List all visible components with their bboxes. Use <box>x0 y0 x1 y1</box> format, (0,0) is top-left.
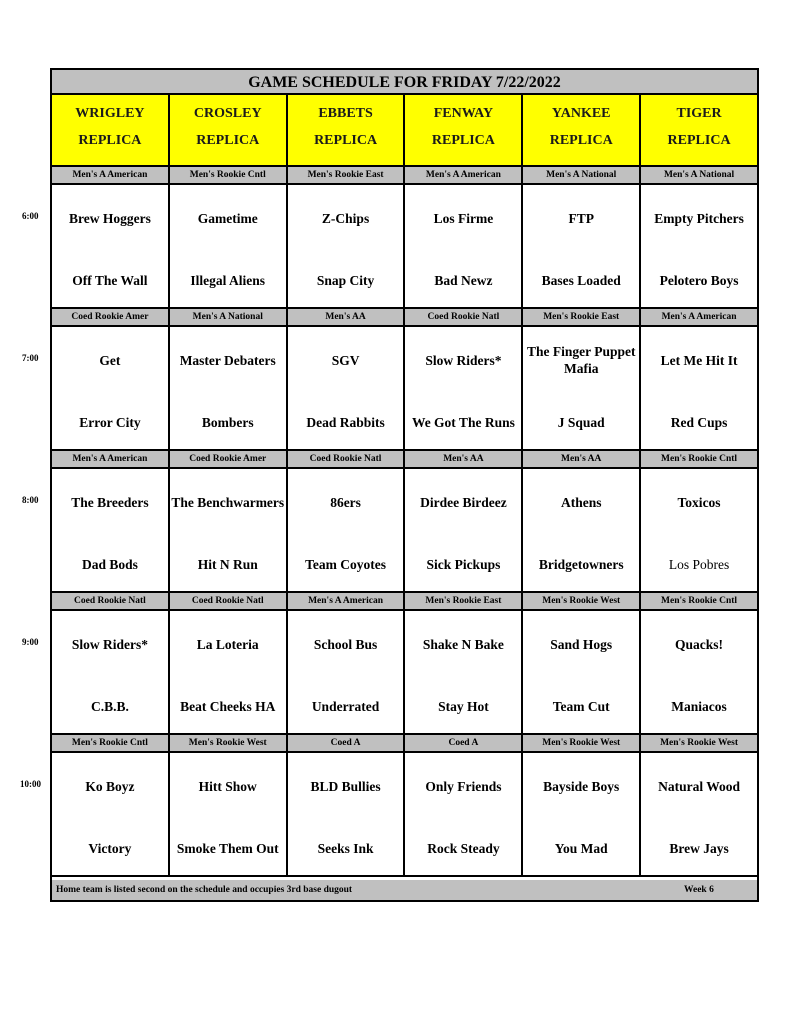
schedule-sheet <box>50 68 759 902</box>
time-slot-block <box>52 593 757 735</box>
division-label: Men's AA <box>288 309 406 325</box>
game-cell <box>641 469 757 591</box>
division-label: Men's A National <box>170 309 288 325</box>
home-team: Victory <box>88 840 132 856</box>
game-cell <box>405 469 523 591</box>
home-team: Error City <box>79 414 141 430</box>
field-name: TIGER <box>676 106 722 121</box>
home-team: Team Cut <box>552 698 610 714</box>
away-team: La Loteria <box>196 636 259 652</box>
division-label: Men's A National <box>663 170 735 180</box>
away-team: SGV <box>331 352 360 368</box>
game-cell <box>170 185 288 307</box>
home-team: C.B.B. <box>90 698 129 714</box>
away-team: Gametime <box>197 210 258 226</box>
games-row <box>52 469 757 593</box>
away-team: Get <box>99 352 121 368</box>
home-team: Maniacos <box>671 698 727 714</box>
division-label: Men's Rookie East <box>288 167 406 183</box>
field-name: EBBETS <box>318 106 373 121</box>
game-cell <box>52 327 170 449</box>
home-team: Bridgetowners <box>538 556 624 572</box>
time-label: 8:00 <box>22 495 39 505</box>
away-team: BLD Bullies <box>310 778 381 794</box>
time-slot-block <box>52 167 757 309</box>
away-team: Toxicos <box>677 494 721 510</box>
division-label: Men's A American <box>52 167 170 183</box>
game-cell <box>170 469 288 591</box>
field-subtitle: REPLICA <box>314 133 378 148</box>
away-team: Hitt Show <box>198 778 257 794</box>
field-name: FENWAY <box>433 106 494 121</box>
home-team-note: Home team is listed second on the schedule and occupies 3rd base dugout <box>56 885 353 895</box>
away-team: Empty Pitchers <box>654 210 744 226</box>
division-label: Coed A <box>405 735 523 751</box>
away-team: Dirdee Birdeez <box>420 494 507 510</box>
game-cell <box>288 185 406 307</box>
division-label: Men's Rookie West <box>523 735 641 751</box>
away-team: Sand Hogs <box>550 636 613 652</box>
week-label: Week 6 <box>684 885 714 895</box>
division-label: Men's Rookie East <box>523 309 641 325</box>
field-header-row <box>52 95 757 167</box>
division-row <box>52 309 757 327</box>
game-cell <box>523 611 641 733</box>
away-team: Athens <box>560 494 602 510</box>
home-team: You Mad <box>554 840 608 856</box>
game-cell <box>523 753 641 875</box>
away-team: Shake N Bake <box>422 636 504 652</box>
home-team: Stay Hot <box>438 698 489 714</box>
division-label: Men's A American <box>661 312 737 322</box>
time-label: 7:00 <box>22 353 39 363</box>
field-subtitle: REPLICA <box>196 133 260 148</box>
home-team: Smoke Them Out <box>176 840 279 856</box>
away-team: Brew Hoggers <box>68 210 151 226</box>
field-subtitle: REPLICA <box>549 133 613 148</box>
division-label: Men's Rookie West <box>660 738 739 748</box>
field-subtitle: REPLICA <box>667 133 731 148</box>
division-label: Men's A American <box>288 593 406 609</box>
game-cell <box>170 327 288 449</box>
field-header <box>170 95 288 165</box>
home-team: Illegal Aliens <box>190 272 266 288</box>
game-cell <box>288 469 406 591</box>
time-label: 10:00 <box>20 779 41 789</box>
division-label: Men's Rookie West <box>523 593 641 609</box>
away-team: Slow Riders* <box>71 636 148 652</box>
home-team: Off The Wall <box>72 272 148 288</box>
away-team: 86ers <box>330 494 361 510</box>
division-label: Men's AA <box>405 451 523 467</box>
division-label: Coed Rookie Amer <box>170 451 288 467</box>
division-label: Coed A <box>288 735 406 751</box>
away-team: Natural Wood <box>658 778 740 794</box>
time-slot-block <box>52 309 757 451</box>
game-cell <box>523 185 641 307</box>
away-team: FTP <box>568 210 594 226</box>
away-team: Quacks! <box>675 636 724 652</box>
game-cell <box>288 611 406 733</box>
game-cell <box>52 753 170 875</box>
division-label: Men's A American <box>52 451 170 467</box>
time-label: 6:00 <box>22 211 39 221</box>
game-cell <box>641 185 757 307</box>
field-header <box>52 95 170 165</box>
game-cell <box>52 611 170 733</box>
division-label: Coed Rookie Natl <box>288 451 406 467</box>
away-team: The Finger Puppet Mafia <box>526 344 636 376</box>
division-label: Men's Rookie West <box>170 735 288 751</box>
game-cell <box>641 753 757 875</box>
game-cell <box>288 327 406 449</box>
games-row <box>52 611 757 735</box>
away-team: School Bus <box>313 636 378 652</box>
division-label: Men's AA <box>523 451 641 467</box>
division-label: Coed Rookie Natl <box>52 593 170 609</box>
field-name: YANKEE <box>551 106 611 121</box>
division-row <box>52 593 757 611</box>
time-slot-block <box>52 735 757 877</box>
schedule-title: GAME SCHEDULE FOR FRIDAY 7/22/2022 <box>52 70 757 95</box>
home-team: Los Pobres <box>668 556 730 572</box>
game-cell <box>523 327 641 449</box>
away-team: The Benchwarmers <box>171 494 285 510</box>
division-label: Coed Rookie Amer <box>52 309 170 325</box>
home-team: Underrated <box>311 698 380 714</box>
division-label: Men's Rookie Cntl <box>661 454 738 464</box>
game-cell <box>52 469 170 591</box>
time-label: 9:00 <box>22 637 39 647</box>
away-team: Slow Riders* <box>425 352 502 368</box>
home-team: Bad Newz <box>434 272 493 288</box>
division-label: Men's Rookie Cntl <box>52 735 170 751</box>
division-label: Men's Rookie Cntl <box>661 596 738 606</box>
game-cell <box>641 327 757 449</box>
field-subtitle: REPLICA <box>78 133 142 148</box>
game-cell <box>405 753 523 875</box>
game-cell <box>641 611 757 733</box>
division-row <box>52 451 757 469</box>
game-cell <box>170 753 288 875</box>
games-row <box>52 327 757 451</box>
away-team: Only Friends <box>425 778 502 794</box>
game-cell <box>523 469 641 591</box>
field-header <box>288 95 406 165</box>
division-label: Men's A American <box>405 167 523 183</box>
home-team: We Got The Runs <box>411 414 515 430</box>
field-header <box>405 95 523 165</box>
field-name: WRIGLEY <box>75 106 145 121</box>
away-team: Master Debaters <box>179 352 276 368</box>
home-team: Red Cups <box>670 414 728 430</box>
division-label: Men's Rookie Cntl <box>170 167 288 183</box>
home-team: Brew Jays <box>669 840 729 856</box>
home-team: Bases Loaded <box>541 272 621 288</box>
field-header <box>641 95 757 165</box>
away-team: Let Me Hit It <box>660 352 738 368</box>
division-row <box>52 167 757 185</box>
away-team: Los Firme <box>433 210 494 226</box>
division-label: Men's Rookie East <box>405 593 523 609</box>
home-team: Hit N Run <box>197 556 258 572</box>
division-label: Coed Rookie Natl <box>170 593 288 609</box>
game-cell <box>288 753 406 875</box>
division-label: Men's A National <box>523 167 641 183</box>
field-subtitle: REPLICA <box>431 133 495 148</box>
game-cell <box>52 185 170 307</box>
away-team: Z-Chips <box>321 210 370 226</box>
away-team: Bayside Boys <box>543 778 620 794</box>
field-name: CROSLEY <box>193 106 262 121</box>
games-row <box>52 753 757 877</box>
away-team: Ko Boyz <box>85 778 135 794</box>
game-cell <box>405 611 523 733</box>
home-team: Seeks Ink <box>317 840 374 856</box>
game-cell <box>405 185 523 307</box>
schedule-footer <box>52 880 757 900</box>
home-team: Dad Bods <box>81 556 138 572</box>
home-team: Dead Rabbits <box>306 414 385 430</box>
game-cell <box>170 611 288 733</box>
away-team: The Breeders <box>71 494 149 510</box>
time-slot-block <box>52 451 757 593</box>
division-label: Coed Rookie Natl <box>405 309 523 325</box>
home-team: Beat Cheeks HA <box>180 698 276 714</box>
home-team: J Squad <box>557 414 605 430</box>
games-row <box>52 185 757 309</box>
division-row <box>52 735 757 753</box>
home-team: Team Coyotes <box>305 556 386 572</box>
game-cell <box>405 327 523 449</box>
home-team: Pelotero Boys <box>659 272 739 288</box>
home-team: Snap City <box>316 272 375 288</box>
home-team: Bombers <box>201 414 254 430</box>
home-team: Rock Steady <box>427 840 500 856</box>
home-team: Sick Pickups <box>426 556 501 572</box>
field-header <box>523 95 641 165</box>
